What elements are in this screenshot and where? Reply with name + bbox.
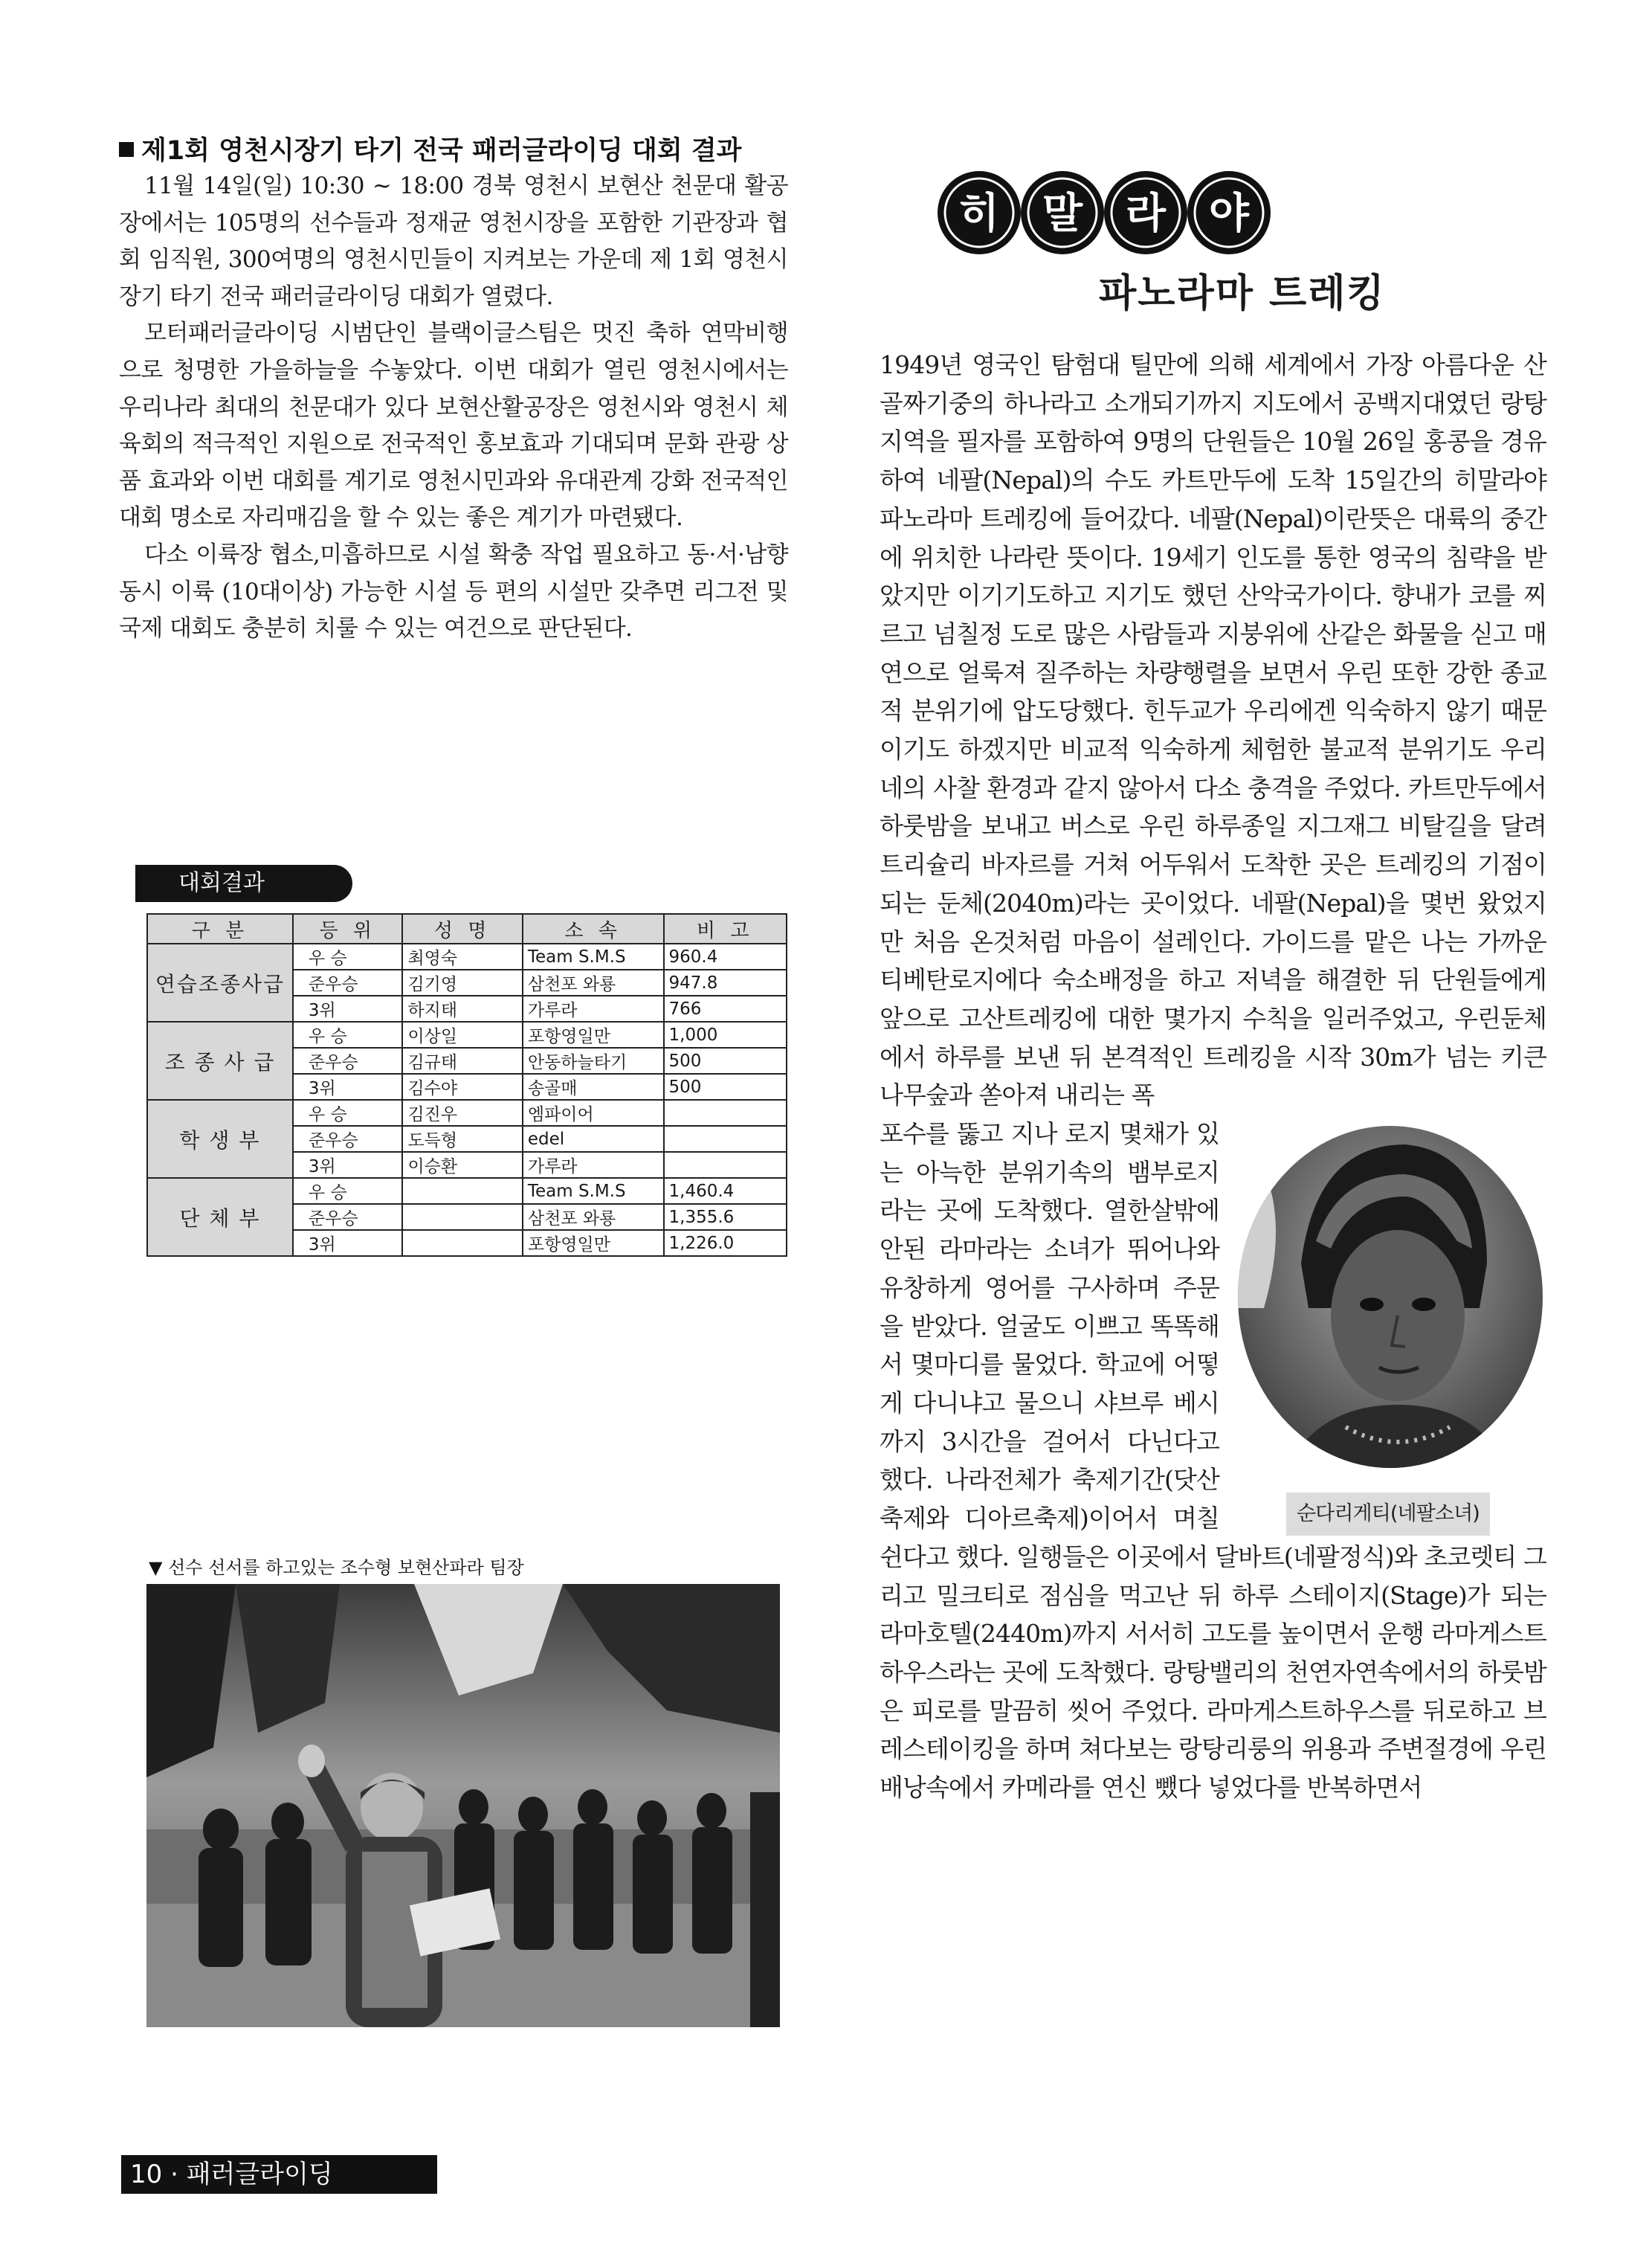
note-cell: 947.8: [664, 970, 787, 996]
rank-cell: 준우승: [293, 970, 403, 996]
name-cell: 도득형: [402, 1126, 522, 1152]
title-bubbles: [935, 167, 1277, 263]
table-row: [147, 1022, 787, 1048]
name-cell: 최영숙: [402, 944, 522, 970]
affiliation-cell: 가루라: [523, 996, 664, 1022]
affiliation-cell: 송골매: [523, 1074, 664, 1100]
article-paragraph: 모터패러글라이딩 시범단인 블랙이글스팀은 멋진 축하 연막비행으로 청명한 가을하늘을 수놓았다. 이번 대회가 열린 영천시에서는 우리나라 최대의 천문대가 있다 보현산활공장은 영천시와 영천시 체육회의 적극적인 지원으로 전국적인 홍보효과 기대되며 문화 관광 상품 효과와 이번 대회를 계기로 영천시민과와 유대관계 강화 전국적인 대회 명소로 자리매김을 할 수 있는 좋은 계기가 마련됐다.: [119, 320, 788, 532]
article-paragraph: 다소 이륙장 협소,미흡하므로 시설 확충 작업 필요하고 동·서·남향 동시 이륙 (10대이상) 가능한 시설 등 편의 시설만 갖추면 리그전 및 국제 대회도 충분히 치룰 수 있는 여건으로 판단된다.: [119, 541, 788, 643]
name-cell: 하지태: [402, 996, 522, 1022]
affiliation-cell: Team S.M.S: [523, 944, 664, 970]
table-row: [147, 1178, 787, 1204]
note-cell: 1,000: [664, 1022, 787, 1048]
title-char: 라: [1125, 190, 1167, 238]
rank-cell: 준우승: [293, 1048, 403, 1074]
affiliation-cell: 안동하늘타기: [523, 1048, 664, 1074]
name-cell: 김기영: [402, 970, 522, 996]
affiliation-cell: 가루라: [523, 1152, 664, 1178]
note-cell: [664, 1126, 787, 1152]
rank-cell: 우 승: [293, 1100, 403, 1126]
affiliation-cell: Team S.M.S: [523, 1178, 664, 1204]
article-paragraph: 1949년 영국인 탐험대 틸만에 의해 세계에서 가장 아름다운 산골짜기중의 하나라고 소개되기까지 지도에서 공백지대였던 랑탕지역을 필자를 포함하여 9명의 단원들은 10월 26일 홍콩을 경유하여 네팔(Nepal)의 수도 카트만두에 도착 15일간의 히말라야 파노라마 트레킹에 들어갔다. 네팔(Nepal)이란뜻은 대륙의 중간에 위치한 나라란 뜻이다. 19세기 인도를 통한 영국의 침략을 받았지만 이기기도하고 지기도 했던 산악국가이다. 향내가 코를 찌르고 넘칠정 도로 많은 사람들과 지붕위에 산같은 화물을 싣고 매연으로 얼룩져 질주하는 차량행렬을 보면서 우린 또한 강한 종교적 분위기에 압도당했다. 힌두교가 우리에겐 익숙하지 않기 때문 이기도 하겠지만 비교적 익숙하게 체험한 불교적 분위기도 우리네의 사찰 환경과 같지 않아서 다소 충격을 주었다. 카트만두에서 하룻밤을 보내고 버스로 우린 하루종일 지그재그 비탈길을 달려 트리슐리 바자르를 거쳐 어두워서 도착한 곳은 트레킹의 기점이 되는 둔체(2040m)라는 곳이었다. 네팔(Nepal)을 몇번 왔었지만 처음 온것처럼 마음이 설레인다. 가이드를 맡은 나는 가까운 티베탄로지에다 숙소배정을 하고 저녁을 해결한 뒤 단원들에게 앞으로 고산트레킹에 대한 몇가지 수칙을 일러주었고, 우린둔체에서 하루를 보낸 뒤 본격적인 트레킹을 시작 30m가 넘는 키큰 나무숲과 쏟아져 내리는 폭: [880, 350, 1546, 1110]
header-name: 성 명: [402, 914, 522, 944]
girl-portrait-illustration: [1234, 1115, 1546, 1487]
note-cell: 960.4: [664, 944, 787, 970]
footer-separator: ·: [170, 2160, 178, 2189]
affiliation-cell: 포항영일만: [523, 1022, 664, 1048]
rank-cell: 3위: [293, 1074, 403, 1100]
name-cell: 김수야: [402, 1074, 522, 1100]
rank-cell: 3위: [293, 1230, 403, 1256]
header-note: 비 고: [664, 914, 787, 944]
name-cell: 이승환: [402, 1152, 522, 1178]
affiliation-cell: 엠파이어: [523, 1100, 664, 1126]
affiliation-cell: 삼천포 와룡: [523, 970, 664, 996]
category-cell: 조 종 사 급: [147, 1022, 293, 1100]
note-cell: 500: [664, 1074, 787, 1100]
name-cell: [402, 1230, 522, 1256]
table-header-row: [147, 914, 787, 944]
title-bubble: [1187, 171, 1271, 254]
note-cell: [664, 1152, 787, 1178]
title-bubble: [1021, 171, 1104, 254]
affiliation-cell: 삼천포 와룡: [523, 1204, 664, 1230]
affiliation-cell: 포항영일만: [523, 1230, 664, 1256]
rank-cell: 준우승: [293, 1126, 403, 1152]
title-char: 말: [1042, 190, 1083, 238]
rank-cell: 우 승: [293, 1022, 403, 1048]
article-paragraph: 포수를 뚫고 지나 로지 몇채가 있는 아늑한 분위기속의 뱀부로지라는 곳에 도착했다. 열한살밖에 안된 라마라는 소녀가 뛰어나와 유창하게 영어를 구사하며 주문을 받았다. 얼굴도 이쁘고 똑똑해서 몇마디를 물었다. 학교에 어떻게 다니냐고 물으니 샤브루 베시 까지 3시간을 걸어서 다닌다고 했다. 나라전체가 축제기간(닷산축제와 디아르축제)이어서 며칠 쉰다고 했다. 일행들은 이곳에서 달바트(네팔정식)와 초코렛티 그리고 밀크티로 점심을 먹고난 뒤 하루 스테이지(Stage)가 되는 라마호텔(2440m)까지 서서히 고도를 높이면서 운행 라마게스트 하우스라는 곳에 도착했다. 랑탕밸리의 천연자연속에서의 하룻밤은 피로를 말끔히 씻어 주었다. 라마게스트하우스를 뒤로하고 브레스테이킹을 하며 쳐다보는 랑탕리룽의 위용과 주변절경에 우린 배낭속에서 카메라를 연신 뺐다 넣었다를 반복하면서: [880, 1119, 1546, 1803]
photo-caption: ▼ 선수 선서를 하고있는 조수형 보현산파라 팀장: [149, 1557, 524, 1578]
name-cell: 이상일: [402, 1022, 522, 1048]
note-cell: 500: [664, 1048, 787, 1074]
portrait-caption: 순다리게티(네팔소녀): [1286, 1493, 1490, 1536]
square-bullet-icon: [119, 142, 134, 157]
header-category: 구 분: [147, 914, 293, 944]
rank-cell: 우 승: [293, 1178, 403, 1204]
header-affiliation: 소 속: [523, 914, 664, 944]
trekking-article-body: [880, 346, 1546, 1807]
article-paragraph: 11월 14일(일) 10:30 ~ 18:00 경북 영천시 보현산 천문대 활공장에서는 105명의 선수들과 정재균 영천시장을 포함한 기관장과 협회 임직원, 300여명의 영천시민들이 지켜보는 가운데 제 1회 영천시장기 타기 전국 패러글라이딩 대회가 열렸다.: [119, 173, 788, 310]
header-rank: 등 위: [293, 914, 403, 944]
note-cell: 766: [664, 996, 787, 1022]
oath-ceremony-photo: [146, 1584, 780, 2027]
article-subtitle: 파노라마 트레킹: [1099, 271, 1386, 316]
article-body: [119, 168, 788, 648]
left-article-column: [119, 134, 788, 648]
title-bubble: [938, 171, 1021, 254]
oath-ceremony-photo-illustration: [146, 1584, 780, 2027]
page-number: 10: [130, 2160, 163, 2189]
note-cell: 1,355.6: [664, 1204, 787, 1230]
results-label: 대회결과: [135, 865, 352, 902]
rank-cell: 준우승: [293, 1204, 403, 1230]
name-cell: [402, 1178, 522, 1204]
title-bubbles-svg: [935, 167, 1277, 263]
page-footer: [121, 2155, 437, 2194]
name-cell: [402, 1204, 522, 1230]
category-cell: 연습조종사급: [147, 944, 293, 1022]
girl-portrait: [1219, 1115, 1546, 1531]
rank-cell: 우 승: [293, 944, 403, 970]
rank-cell: 3위: [293, 996, 403, 1022]
title-char: 히: [958, 190, 1000, 238]
title-char: 야: [1208, 190, 1250, 238]
name-cell: 김진우: [402, 1100, 522, 1126]
table-row: [147, 1100, 787, 1126]
article-heading: 제1회 영천시장기 타기 전국 패러글라이딩 대회 결과: [119, 134, 788, 168]
right-article-column: [880, 346, 1546, 1807]
note-cell: 1,460.4: [664, 1178, 787, 1204]
affiliation-cell: edel: [523, 1126, 664, 1152]
note-cell: 1,226.0: [664, 1230, 787, 1256]
magazine-name: 패러글라이딩: [186, 2160, 333, 2189]
category-cell: 단 체 부: [147, 1178, 293, 1256]
note-cell: [664, 1100, 787, 1126]
title-bubble: [1104, 171, 1187, 254]
rank-cell: 3위: [293, 1152, 403, 1178]
results-table: [146, 913, 787, 1257]
name-cell: 김규태: [402, 1048, 522, 1074]
category-cell: 학 생 부: [147, 1100, 293, 1178]
table-row: [147, 944, 787, 970]
